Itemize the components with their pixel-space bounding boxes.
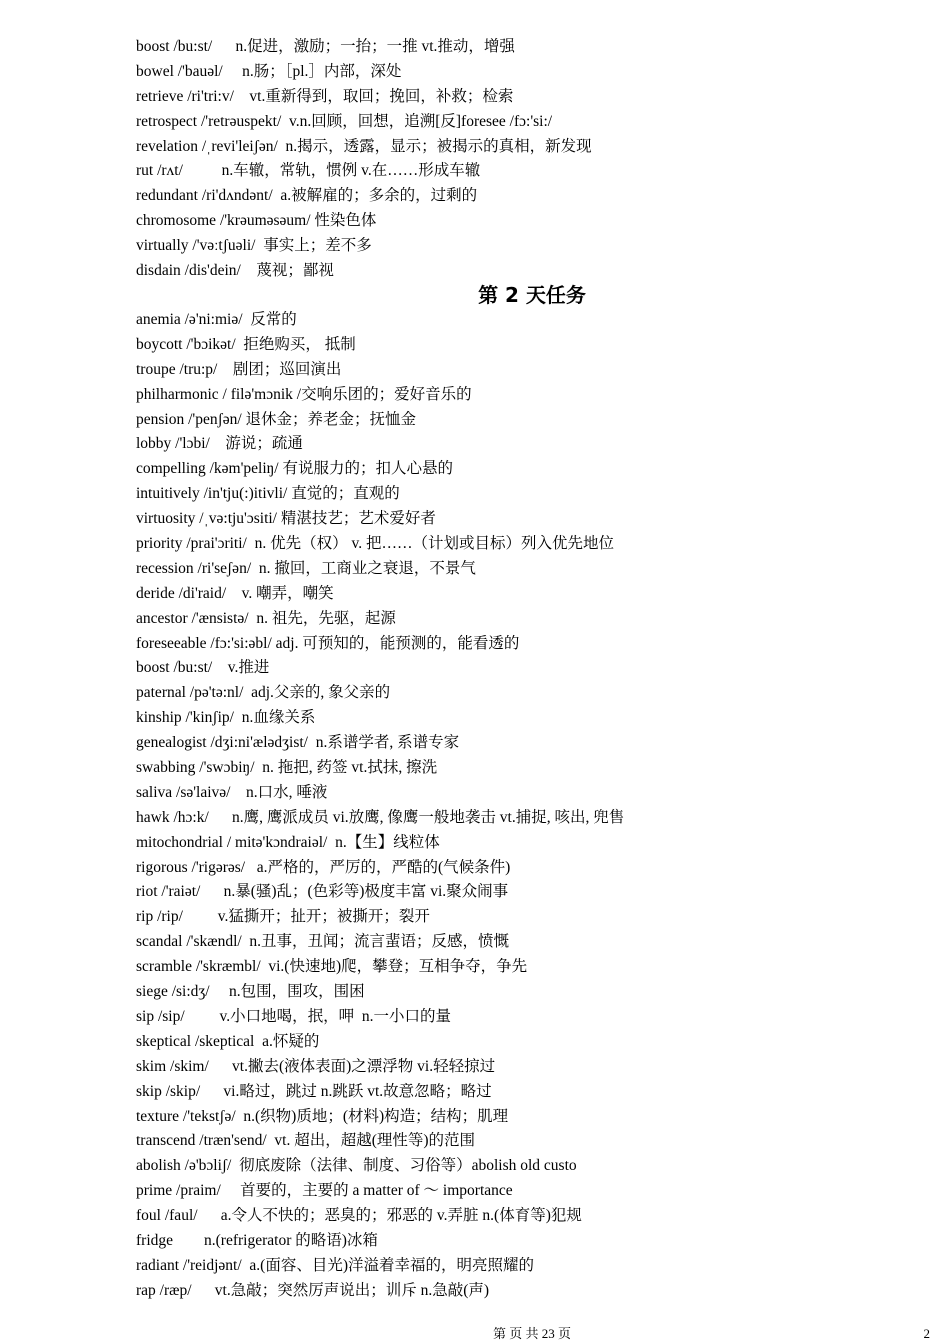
vocab-entry: skip /skip/ vi.略过，跳过 n.跳跃 vt.故意忽略；略过 [136,1082,492,1100]
vocab-entry: boycott /'bɔikət/ 拒绝购买， 抵制 [136,335,356,353]
vocab-entry: foreseeable /fɔ:'si:əbl/ adj. 可预知的，能预测的，能看透的 [136,634,520,652]
vocab-entry: radiant /'reidjənt/ a.(面容、目光)洋溢着幸福的，明亮照耀的 [136,1256,534,1274]
vocab-entry: retrieve /ri'tri:v/ vt.重新得到，取回；挽回，补救；检索 [136,87,514,105]
section-title-day-2: 第 2 天任务 [478,283,586,307]
vocab-entry: paternal /pə'tə:nl/ adj.父亲的, 象父亲的 [136,684,391,702]
vocab-entry: disdain /dis'dein/ 蔑视；鄙视 [136,262,334,280]
vocab-entry: anemia /ə'ni:miə/ 反常的 [136,311,297,328]
vocab-entry: retrospect /'retrəuspekt/ v.n.回顾，回想，追溯[反]foresee /fɔ:'si:/ [136,112,553,130]
vocab-entry: lobby /'lɔbi/ 游说；疏通 [136,435,303,453]
vocab-entry: boost /bu:st/ v.推进 [136,659,270,677]
vocab-entry: priority /prai'ɔriti/ n. 优先（权） v. 把……（计划或目标）列入优先地位 [136,535,614,553]
vocab-entry: bowel /'bauəl/ n.肠；［pl.］内部，深处 [136,62,402,80]
vocab-entry: ancestor /'ænsistə/ n. 祖先，先驱，起源 [136,609,396,627]
vocab-entry: virtually /'vəːtʃuəli/ 事实上；差不多 [136,237,372,255]
vocab-entry: siege /si:dʒ/ n.包围，围攻，围困 [136,983,365,1001]
vocab-entry: swabbing /'swɔbiŋ/ n. 拖把, 药签 vt.拭抹, 擦洗 [136,759,438,777]
vocab-entry: deride /di'raid/ v. 嘲弄，嘲笑 [136,584,334,602]
vocab-entry: kinship /'kinʃip/ n.血缘关系 [136,709,316,727]
vocab-entry: sip /sip/ v.小口地喝，抿，呷 n.一小口的量 [136,1007,452,1025]
vocab-entry: texture /'tekstʃə/ n.(织物)质地；(材料)构造；结构；肌理 [136,1107,509,1125]
vocab-entry: revelation /ˌrevi'leiʃən/ n.揭示，透露，显示；被揭示的真相，新发现 [136,137,592,155]
vocab-entry: transcend /træn'send/ vt. 超出，超越(理性等)的范围 [136,1132,476,1150]
vocab-entry: riot /'raiət/ n.暴(骚)乱；(色彩等)极度丰富 vi.聚众闹事 [136,883,509,901]
vocab-entry: boost /bu:st/ n.促进，激励；一抬；一推 vt.推动，增强 [136,38,515,55]
vocab-entry: troupe /tru:p/ 剧团；巡回演出 [136,360,342,378]
vocab-entry: rut /rʌt/ n.车辙，常轨，惯例 v.在……形成车辙 [136,162,481,180]
vocab-entry: foul /faul/ a.令人不快的；恶臭的；邪恶的 v.弄脏 n.(体育等)犯规 [136,1207,582,1225]
vocab-list-day-2 [136,308,836,1304]
vocab-entry: redundant /ri'dʌndənt/ a.被解雇的；多余的，过剩的 [136,187,478,205]
vocab-entry: skim /skim/ vt.撇去(液体表面)之漂浮物 vi.轻轻掠过 [136,1057,496,1075]
vocab-entry: philharmonic / filə'mɔnik /交响乐团的；爱好音乐的 [136,385,472,403]
vocab-list-continued [136,35,836,284]
vocab-entry: skeptical /skeptical a.怀疑的 [136,1032,320,1050]
page-footer: 第 页 共 23 页 [492,1326,571,1341]
vocab-entry: hawk /hɔ:k/ n.鹰, 鹰派成员 vi.放鹰, 像鹰一般地袭击 vt.捕捉, 咳出, 兜售 [136,808,625,826]
page-number: 2 [923,1326,930,1341]
vocab-entry: virtuosity /ˌvə:tju'ɔsiti/ 精湛技艺；艺术爱好者 [136,510,436,528]
vocab-entry: prime /praim/ 首要的，主要的 a matter of ～ importance [136,1182,513,1200]
vocab-entry: abolish /ə'bɔliʃ/ 彻底废除（法律、制度、习俗等）abolish old custo [136,1157,577,1175]
vocab-entry: scandal /'skændl/ n.丑事，丑闻；流言蜚语；反感，愤慨 [136,933,510,951]
vocab-entry: rip /rip/ v.猛撕开；扯开；被撕开；裂开 [136,908,430,926]
vocab-entry: intuitively /in'tju(:)itivli/ 直觉的；直观的 [136,485,400,503]
vocab-entry: mitochondrial / mitə'kɔndraiəl/ n.【生】线粒体 [136,833,440,851]
vocab-entry: scramble /'skræmbl/ vi.(快速地)爬，攀登；互相争夺，争先 [136,958,528,976]
vocab-entry: chromosome /'krəuməsəum/ 性染色体 [136,212,377,230]
vocab-entry: rap /ræp/ vt.急敲；突然厉声说出；训斥 n.急敲(声) [136,1281,490,1299]
vocab-entry: recession /ri'seʃən/ n. 撤回，工商业之衰退，不景气 [136,559,476,577]
vocab-entry: fridge n.(refrigerator 的略语)冰箱 [136,1231,378,1249]
vocab-entry: saliva /sə'laivə/ n.口水, 唾液 [136,783,328,801]
vocab-entry: pension /'penʃən/ 退休金；养老金；抚恤金 [136,410,417,428]
vocab-entry: compelling /kəm'peliŋ/ 有说服力的；扣人心悬的 [136,460,453,478]
vocab-entry: rigorous /'rigərəs/ a.严格的，严厉的，严酷的(气候条件) [136,858,511,876]
vocab-entry: genealogist /dʒi:ni'ælədʒist/ n.系谱学者, 系谱专家 [136,734,460,752]
